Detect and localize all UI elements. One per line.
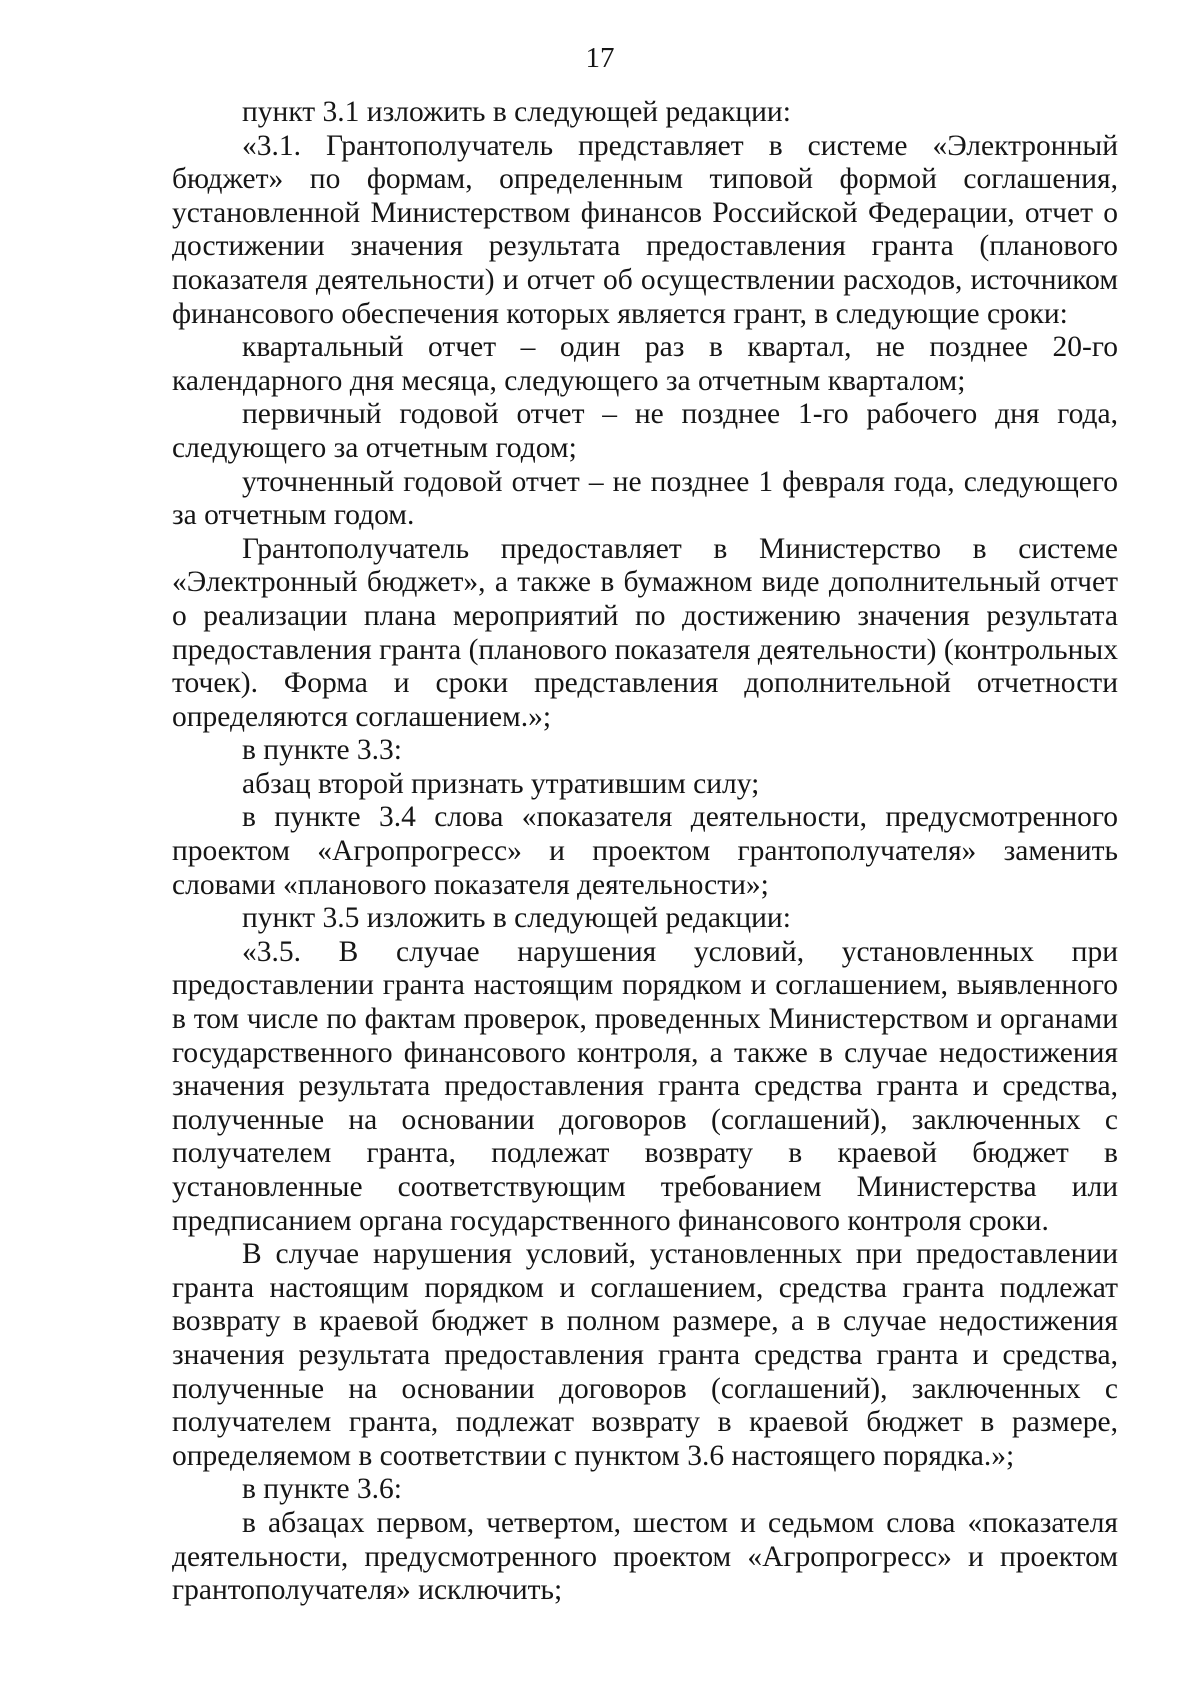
paragraph-14: в абзацах первом, четвертом, шестом и седьмом слова «показателя деятельности, предусмотренного проектом «Агропрогресс» и проектом грантополучателя» исключить; [172,1506,1118,1607]
paragraph-5: уточненный годовой отчет – не позднее 1 февраля года, следующего за отчетным годом. [172,465,1118,532]
paragraph-12: В случае нарушения условий, установленных при предоставлении гранта настоящим порядком и соглашением, средства гранта подлежат возврату в краевой бюджет в полном размере, а в случае недостижения значения результата предоставления гранта средства гранта и средства, полученные на основании договоров (соглашений), заключенных с получателем гранта, подлежат возврату в краевой бюджет в размере, определяемом в соответствии с пунктом 3.6 настоящего порядка.»; [172,1238,1118,1472]
paragraph-1: пункт 3.1 изложить в следующей редакции: [242,96,791,128]
paragraph-13: в пункте 3.6: [242,1473,403,1506]
paragraph-11: «3.5. В случае нарушения условий, установленных при предоставлении гранта настоящим порядком и соглашением, выявленного в том числе по фактам проверок, проведенных Министерством и органами государственного финансового контроля, а также в случае недостижения значения результата предоставления гранта средства гранта и средства, полученные на основании договоров (соглашений), заключенных с получателем гранта, подлежат возврату в краевой бюджет в установленные соответствующим требованием Министерства или предписанием органа государственного финансового контроля сроки. [172,935,1118,1237]
paragraph-4: первичный годовой отчет – не позднее 1-го рабочего дня года, следующего за отчетным годом; [172,398,1118,464]
paragraph-3: квартальный отчет – один раз в квартал, не позднее 20-го календарного дня месяца, следующего за отчетным кварталом; [172,331,1118,397]
paragraph-9: в пункте 3.4 слова «показателя деятельности, предусмотренного проектом «Агропрогресс» и проектом грантополучателя» заменить словами «планового показателя деятельности»; [172,801,1118,901]
page-number: 17 [585,42,615,74]
document-body [172,96,1118,1608]
paragraph-6: Грантополучатель предоставляет в Министерство в системе «Электронный бюджет», а также в бумажном виде дополнительный отчет о реализации плана мероприятий по достижению значения результата предоставления гранта (планового показателя деятельности) (контрольных точек). Форма и сроки представления дополнительной отчетности определяются соглашением.»; [172,532,1118,733]
paragraph-8: абзац второй признать утратившим силу; [242,767,760,800]
paragraph-10: пункт 3.5 изложить в следующей редакции: [242,902,791,935]
paragraph-7: в пункте 3.3: [242,734,403,767]
paragraph-2: «3.1. Грантополучатель представляет в системе «Электронный бюджет» по формам, определенным типовой формой соглашения, установленной Министерством финансов Российской Федерации, отчет о достижении значения результата предоставления гранта (планового показателя деятельности) и отчет об осуществлении расходов, источником финансового обеспечения которых является грант, в следующие сроки: [172,129,1118,330]
